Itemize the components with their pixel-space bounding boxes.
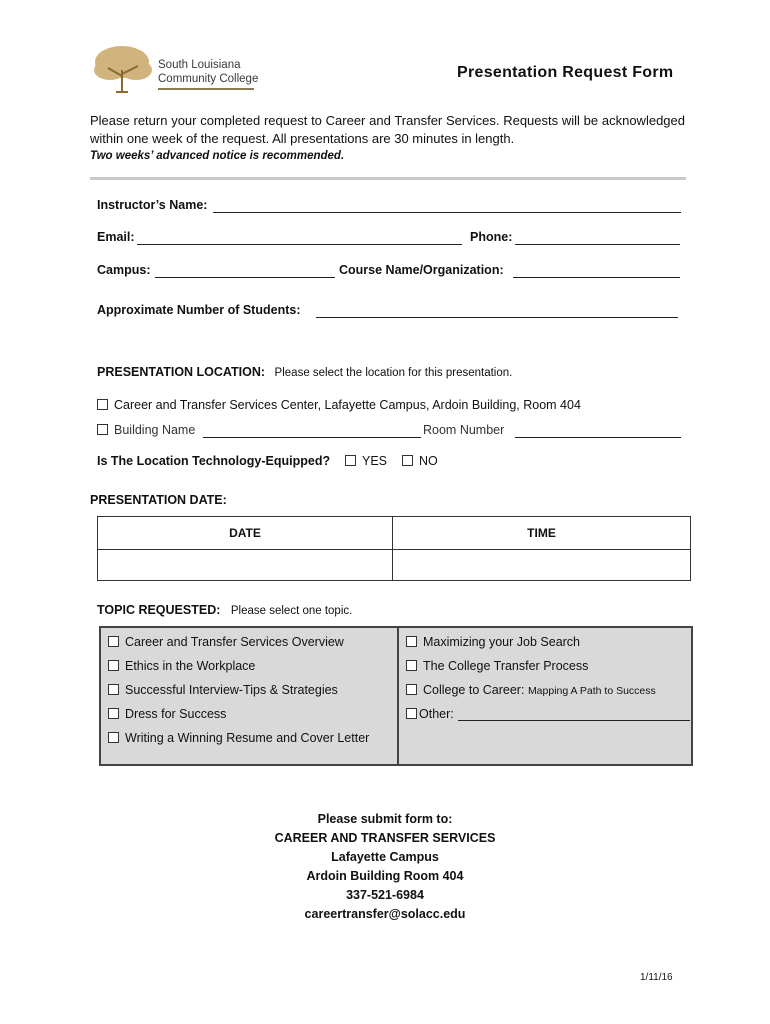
logo-underline — [158, 88, 254, 90]
logo-line2: Community College — [158, 73, 259, 85]
students-label: Approximate Number of Students — [97, 303, 297, 317]
footer-date: 1/11/16 — [640, 972, 673, 983]
checkbox-icon[interactable] — [406, 708, 417, 719]
tech-yes-label: YES — [362, 454, 388, 468]
building-label: Building Name — [114, 423, 196, 437]
other-topic-field[interactable] — [458, 708, 690, 721]
date-column-header: DATE — [98, 517, 393, 550]
submit-email[interactable]: careertransfer@solacc.edu — [304, 907, 466, 921]
submit-department: CAREER AND TRANSFER SERVICES — [274, 831, 496, 845]
tech-no-option[interactable] — [402, 454, 438, 468]
checkbox-icon[interactable] — [108, 660, 119, 671]
section-divider — [90, 177, 686, 180]
topic-option-label: Career and Transfer Services Overview — [125, 635, 344, 649]
room-field[interactable] — [515, 425, 681, 438]
topic-option-other[interactable] — [406, 707, 454, 721]
checkbox-icon[interactable] — [108, 708, 119, 719]
topic-option[interactable] — [406, 683, 656, 697]
room-label: Room Number — [423, 423, 505, 437]
location-instruction: Please select the location for this presentation. — [274, 367, 513, 379]
logo-line1: South Louisiana — [158, 59, 241, 71]
date-cell[interactable] — [98, 550, 393, 581]
topic-option-label: Writing a Winning Resume and Cover Letter — [125, 731, 370, 745]
checkbox-icon[interactable] — [97, 399, 108, 410]
submit-heading: Please submit form to: — [317, 812, 453, 826]
topic-option-suffix: Mapping A Path to Success — [527, 685, 656, 697]
campus-label: Campus — [97, 263, 147, 277]
course-label: Course Name/Organization: — [339, 263, 504, 277]
topic-option[interactable] — [108, 635, 344, 649]
time-column-header: TIME — [393, 517, 691, 550]
topic-heading: TOPIC REQUESTED — [97, 603, 217, 617]
topic-option-label: Other: — [419, 707, 454, 721]
location-heading: PRESENTATION LOCATION — [97, 365, 261, 379]
form-title: Presentation Request Form — [457, 64, 674, 81]
topic-divider — [397, 626, 399, 766]
topic-instruction: Please select one topic. — [230, 605, 353, 617]
submit-info — [200, 810, 570, 924]
topic-option[interactable] — [108, 707, 226, 721]
phone-field[interactable] — [515, 232, 680, 245]
topic-option[interactable] — [108, 731, 369, 745]
checkbox-icon[interactable] — [108, 732, 119, 743]
email-label: Email — [97, 230, 131, 244]
submit-room: Ardoin Building Room 404 — [306, 869, 464, 883]
checkbox-icon[interactable] — [97, 424, 108, 435]
tech-no-label: NO — [419, 454, 438, 468]
intro-text: Please return your completed request to Career and Transfer Services. Requests will be acknowledged within one week of the request. All presentations are 30 minutes in length. — [90, 113, 685, 146]
campus-field[interactable] — [155, 265, 335, 278]
location-option-2[interactable] — [97, 423, 195, 437]
checkbox-icon[interactable] — [406, 636, 417, 647]
topic-option[interactable] — [108, 659, 255, 673]
submit-campus: Lafayette Campus — [331, 850, 439, 864]
checkbox-icon[interactable] — [402, 455, 413, 466]
topic-option[interactable] — [406, 659, 588, 673]
building-field[interactable] — [203, 425, 421, 438]
topic-option[interactable] — [406, 635, 580, 649]
notice-text: Two weeks’ advanced notice is recommended. — [90, 150, 345, 162]
topic-option-label: College to Career: — [423, 683, 525, 697]
checkbox-icon[interactable] — [345, 455, 356, 466]
topic-option-label: The College Transfer Process — [423, 659, 589, 673]
date-heading: PRESENTATION DATE: — [90, 493, 227, 507]
tech-yes-option[interactable] — [345, 454, 387, 468]
submit-phone: 337-521-6984 — [346, 888, 424, 902]
tech-question: Is The Location Technology-Equipped? — [97, 454, 331, 468]
instructor-field[interactable] — [213, 200, 681, 213]
location-option-1-label: Career and Transfer Services Center, Lafayette Campus, Ardoin Building, Room 404 — [114, 398, 581, 412]
course-field[interactable] — [513, 265, 680, 278]
time-cell[interactable] — [393, 550, 691, 581]
checkbox-icon[interactable] — [406, 660, 417, 671]
topic-option-label: Successful Interview-Tips & Strategies — [125, 683, 338, 697]
email-field[interactable] — [137, 232, 462, 245]
location-option-1[interactable] — [97, 398, 581, 412]
logo-text — [158, 58, 258, 86]
topic-option[interactable] — [108, 683, 338, 697]
phone-label: Phone — [470, 230, 509, 244]
students-field[interactable] — [316, 305, 678, 318]
date-time-table — [97, 516, 691, 581]
topic-option-label: Maximizing your Job Search — [423, 635, 581, 649]
topic-option-label: Ethics in the Workplace — [125, 659, 256, 673]
checkbox-icon[interactable] — [108, 636, 119, 647]
checkbox-icon[interactable] — [108, 684, 119, 695]
instructor-label: Instructor’s Name — [97, 198, 204, 212]
topic-option-label: Dress for Success — [125, 707, 227, 721]
checkbox-icon[interactable] — [406, 684, 417, 695]
